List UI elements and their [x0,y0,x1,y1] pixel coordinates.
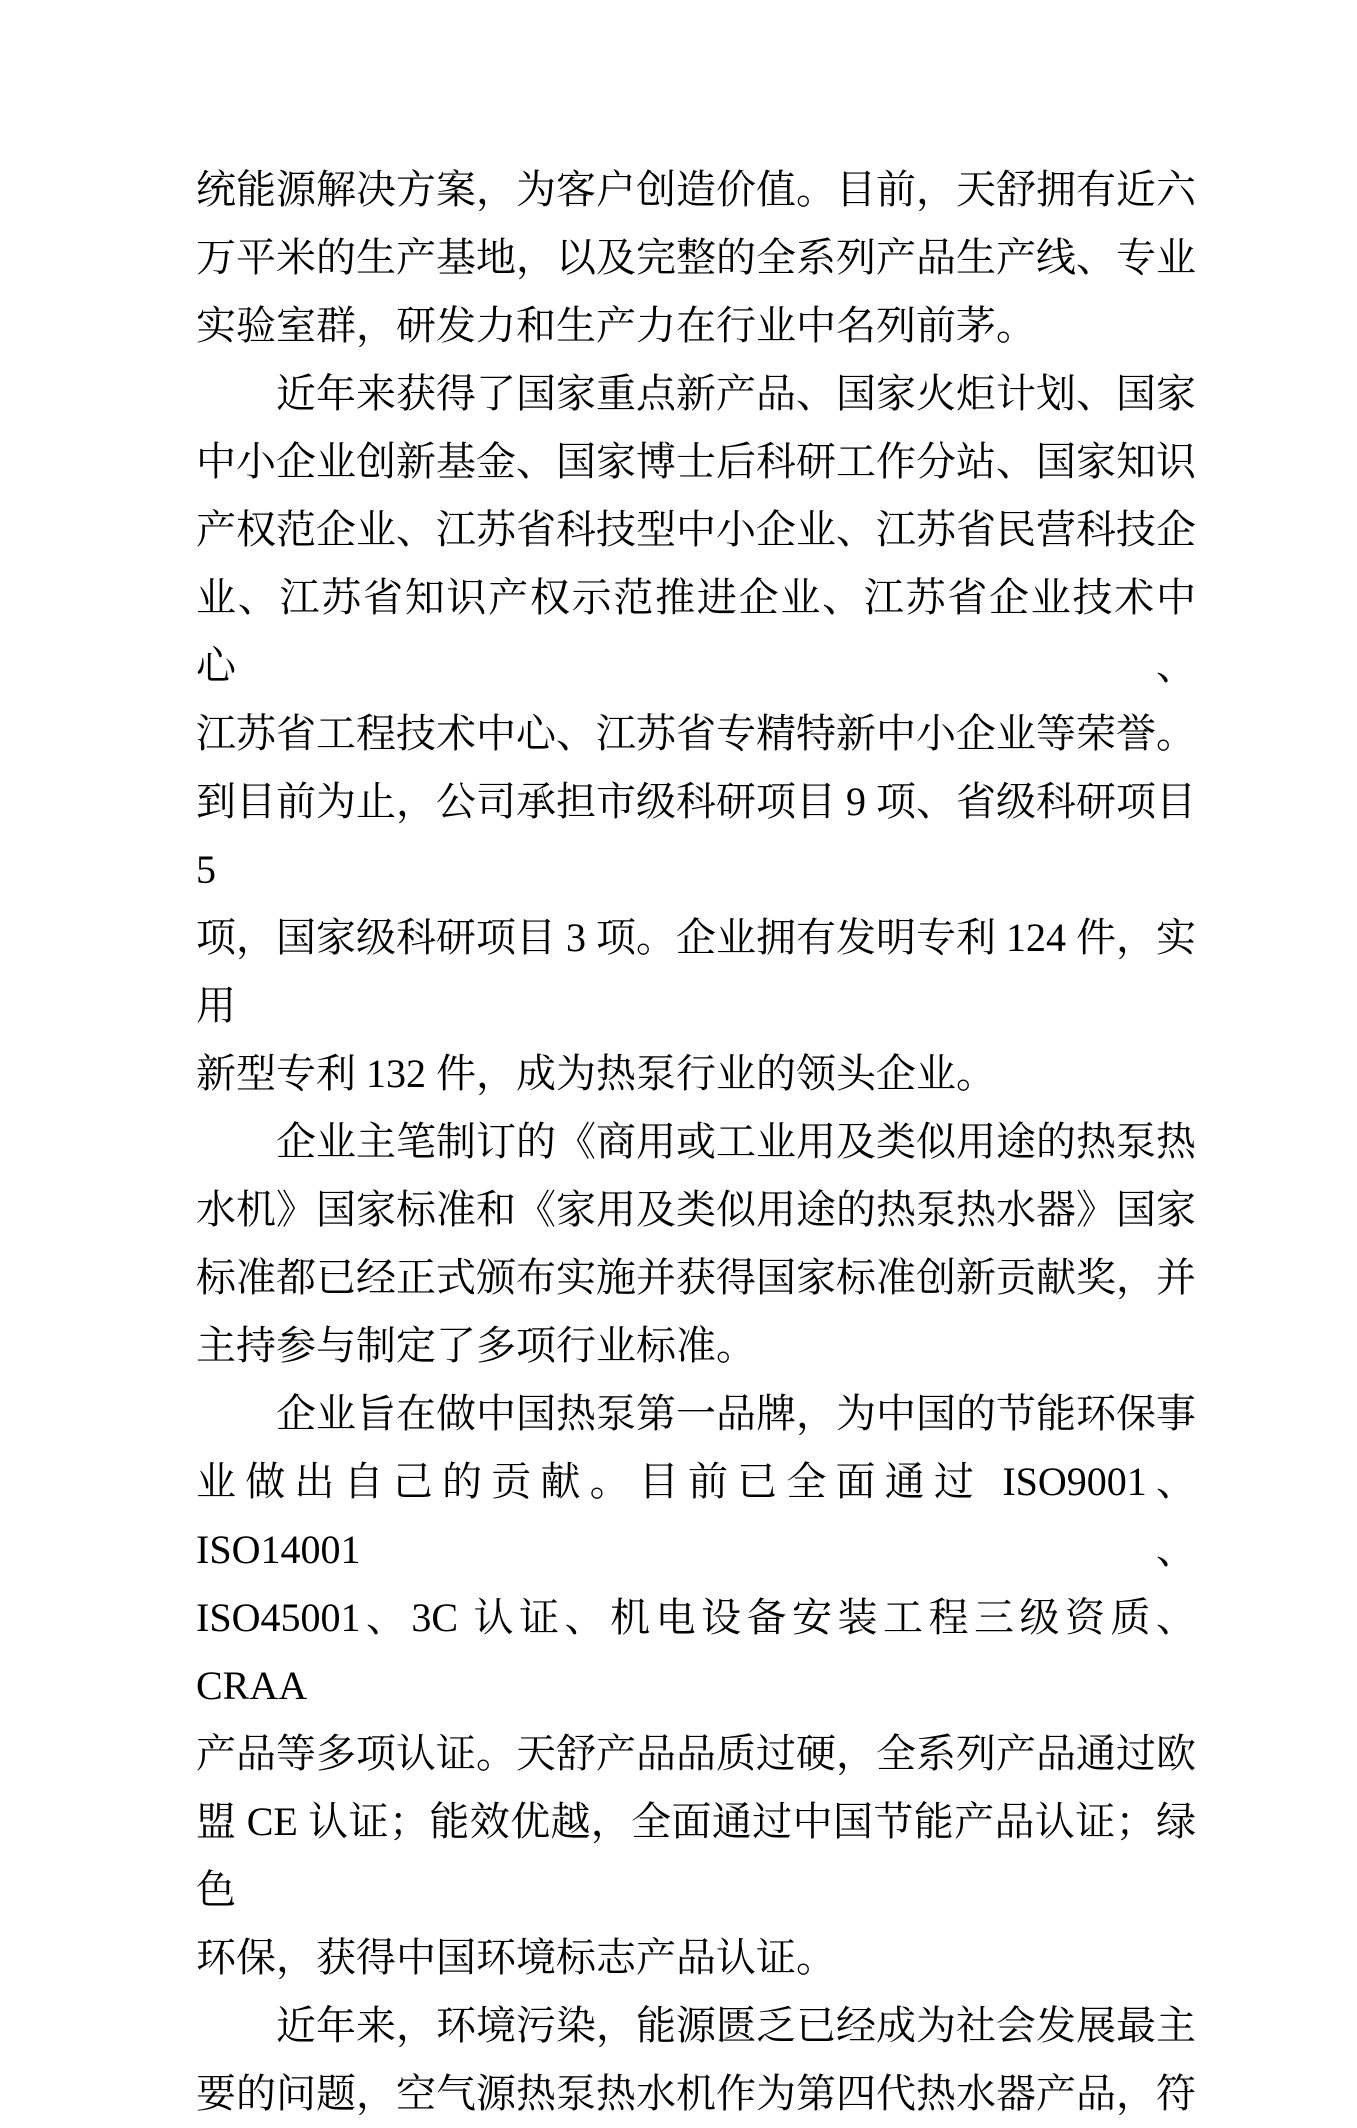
text-line: 业、江苏省知识产权示范推进企业、江苏省企业技术中心、 [196,575,1196,688]
text-line: 江苏省工程技术中心、江苏省专精特新中小企业等荣誉。 [196,711,1196,756]
document-body [196,156,1196,2128]
text-line: 新型专利 132 件，成为热泵行业的领头企业。 [196,1051,996,1096]
text-line: 统能源解决方案，为客户创造价值。目前，天舒拥有近六 [196,167,1196,212]
text-line: 企业主笔制订的《商用或工业用及类似用途的热泵热 [276,1119,1196,1164]
paragraph [196,1108,1196,1380]
text-line: 产权范企业、江苏省科技型中小企业、江苏省民营科技企 [196,507,1196,552]
text-line: 万平米的生产基地，以及完整的全系列产品生产线、专业 [196,235,1196,280]
text-line: 环保，获得中国环境标志产品认证。 [196,1935,836,1980]
text-line: 企业旨在做中国热泵第一品牌，为中国的节能环保事 [276,1391,1196,1436]
paragraph [196,1380,1196,1992]
text-line: 近年来，环境污染，能源匮乏已经成为社会发展最主 [276,2003,1196,2048]
text-line: 项，国家级科研项目 3 项。企业拥有发明专利 124 件，实用 [196,915,1196,1028]
text-line: 近年来获得了国家重点新产品、国家火炬计划、国家 [276,371,1196,416]
text-line: 要的问题，空气源热泵热水机作为第四代热水器产品，符 [196,2071,1196,2116]
text-line: 到目前为止，公司承担市级科研项目 9 项、省级科研项目 5 [196,779,1196,892]
text-line: 主持参与制定了多项行业标准。 [196,1323,756,1368]
text-line: 产品等多项认证。天舒产品品质过硬，全系列产品通过欧 [196,1731,1196,1776]
text-line: 业做出自己的贡献。目前已全面通过 ISO9001、ISO14001、 [196,1459,1196,1572]
text-line: 水机》国家标准和《家用及类似用途的热泵热水器》国家 [196,1187,1196,1232]
paragraph [196,360,1196,1108]
text-line: 盟 CE 认证；能效优越，全面通过中国节能产品认证；绿色 [196,1799,1196,1912]
paragraph [196,1992,1196,2128]
text-line: 中小企业创新基金、国家博士后科研工作分站、国家知识 [196,439,1196,484]
text-line: 标准都已经正式颁布实施并获得国家标准创新贡献奖，并 [196,1255,1196,1300]
text-line: ISO45001、3C 认证、机电设备安装工程三级资质、CRAA [196,1595,1196,1708]
text-line: 实验室群，研发力和生产力在行业中名列前茅。 [196,303,1036,348]
paragraph [196,156,1196,360]
